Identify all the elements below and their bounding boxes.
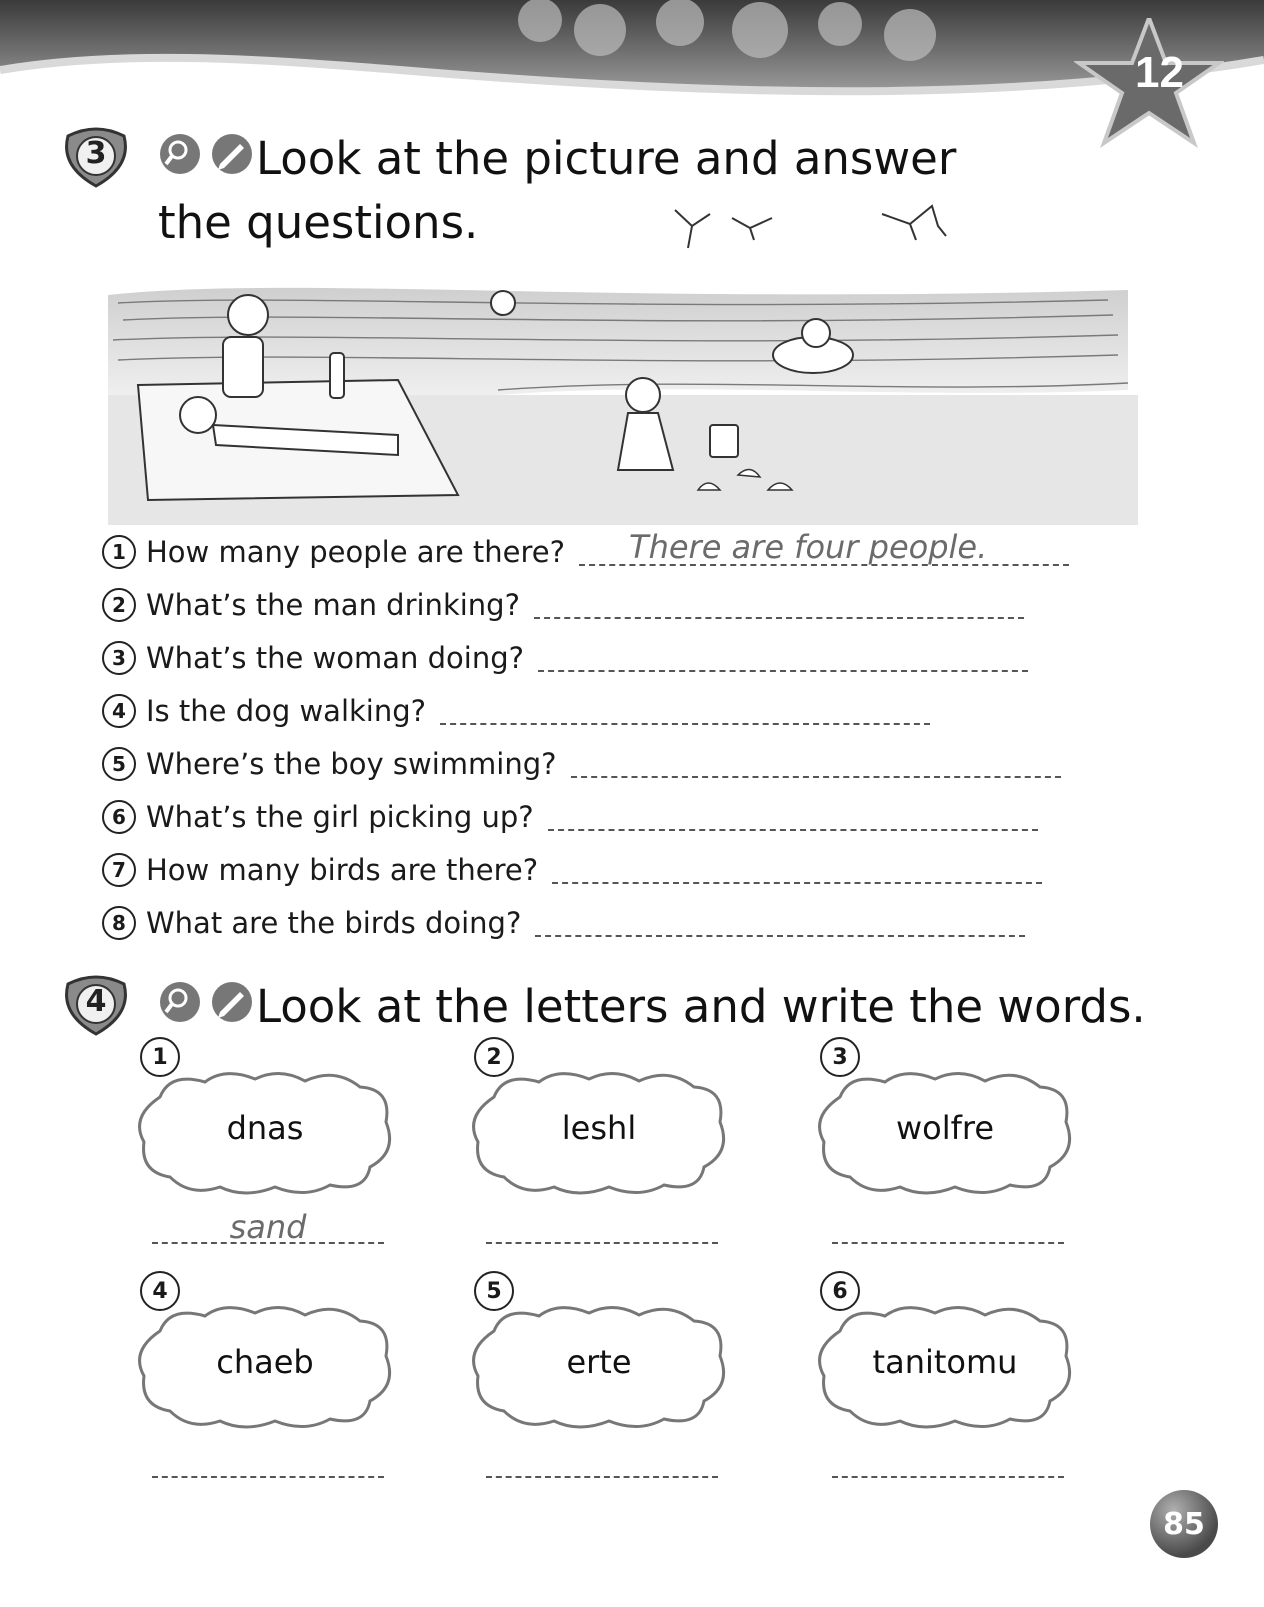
exercise-3-title: Look at the picture and answer (256, 132, 957, 185)
answer-line[interactable] (440, 697, 930, 725)
magnifier-icon (158, 132, 202, 176)
answer-line[interactable] (552, 856, 1042, 884)
answer-line[interactable] (152, 1208, 384, 1246)
question-row (102, 636, 1028, 680)
question-number: 2 (102, 588, 136, 622)
question-text: What’s the woman doing? (146, 641, 525, 675)
question-row (102, 530, 1069, 574)
pencil-icon (210, 132, 254, 176)
item-number: 1 (140, 1037, 180, 1077)
question-number: 6 (102, 800, 136, 834)
answer-line[interactable] (152, 1456, 384, 1478)
question-row (102, 848, 1042, 892)
answer-line[interactable] (486, 1222, 718, 1244)
word-puzzle-item (464, 1037, 734, 1257)
item-number: 3 (820, 1037, 860, 1077)
question-text: What’s the man drinking? (146, 588, 520, 622)
question-number: 5 (102, 747, 136, 781)
question-text: Where’s the boy swimming? (146, 747, 557, 781)
scrambled-letters: chaeb (216, 1343, 314, 1381)
item-number: 5 (474, 1271, 514, 1311)
question-row (102, 583, 1024, 627)
question-row (102, 795, 1038, 839)
answer-line[interactable] (579, 528, 1069, 566)
unit-number: 12 (1135, 48, 1184, 97)
item-number: 6 (820, 1271, 860, 1311)
question-text: Is the dog walking? (146, 694, 427, 728)
item-number: 2 (474, 1037, 514, 1077)
question-number: 8 (102, 906, 136, 940)
scrambled-letters: leshl (561, 1109, 637, 1147)
scrambled-letters: tanitomu (872, 1343, 1018, 1381)
word-puzzle-item (810, 1271, 1080, 1491)
word-puzzle-item (130, 1037, 400, 1257)
exercise-4-number: 4 (85, 984, 107, 1019)
exercise-4-heading (62, 974, 1146, 1040)
exercise-3-heading (62, 126, 956, 192)
answer-line[interactable] (571, 750, 1061, 778)
word-puzzle-item (810, 1037, 1080, 1257)
question-number: 7 (102, 853, 136, 887)
exercise-3-title-line2: the questions. (158, 196, 479, 249)
question-number: 3 (102, 641, 136, 675)
question-number: 4 (102, 694, 136, 728)
birds-illustration (670, 200, 980, 260)
item-number: 4 (140, 1271, 180, 1311)
page-number: 85 (1150, 1490, 1218, 1558)
question-text: How many people are there? (146, 535, 566, 569)
question-text: What’s the girl picking up? (146, 800, 534, 834)
question-number: 1 (102, 535, 136, 569)
scrambled-letters: erte (566, 1343, 632, 1381)
answer-line[interactable] (832, 1456, 1064, 1478)
question-row (102, 742, 1061, 786)
pencil-icon (210, 980, 254, 1024)
exercise-3-badge (62, 126, 130, 188)
exercise-4-title: Look at the letters and write the words. (256, 980, 1146, 1033)
answer-text: sand (229, 1208, 307, 1246)
answer-line[interactable] (535, 909, 1025, 937)
magnifier-icon (158, 980, 202, 1024)
exercise-4-badge (62, 974, 130, 1036)
word-puzzle-item (130, 1271, 400, 1491)
answer-line[interactable] (486, 1456, 718, 1478)
beach-scene-picture (98, 265, 1138, 525)
question-row (102, 901, 1025, 945)
word-puzzle-item (464, 1271, 734, 1491)
answer-line[interactable] (534, 591, 1024, 619)
scrambled-letters: wolfre (895, 1109, 995, 1147)
answer-text: There are four people. (629, 528, 988, 566)
answer-line[interactable] (548, 803, 1038, 831)
question-text: What are the birds doing? (146, 906, 522, 940)
question-row (102, 689, 930, 733)
question-text: How many birds are there? (146, 853, 539, 887)
answer-line[interactable] (538, 644, 1028, 672)
exercise-3-number: 3 (85, 136, 107, 171)
scrambled-letters: dnas (226, 1109, 304, 1147)
answer-line[interactable] (832, 1222, 1064, 1244)
